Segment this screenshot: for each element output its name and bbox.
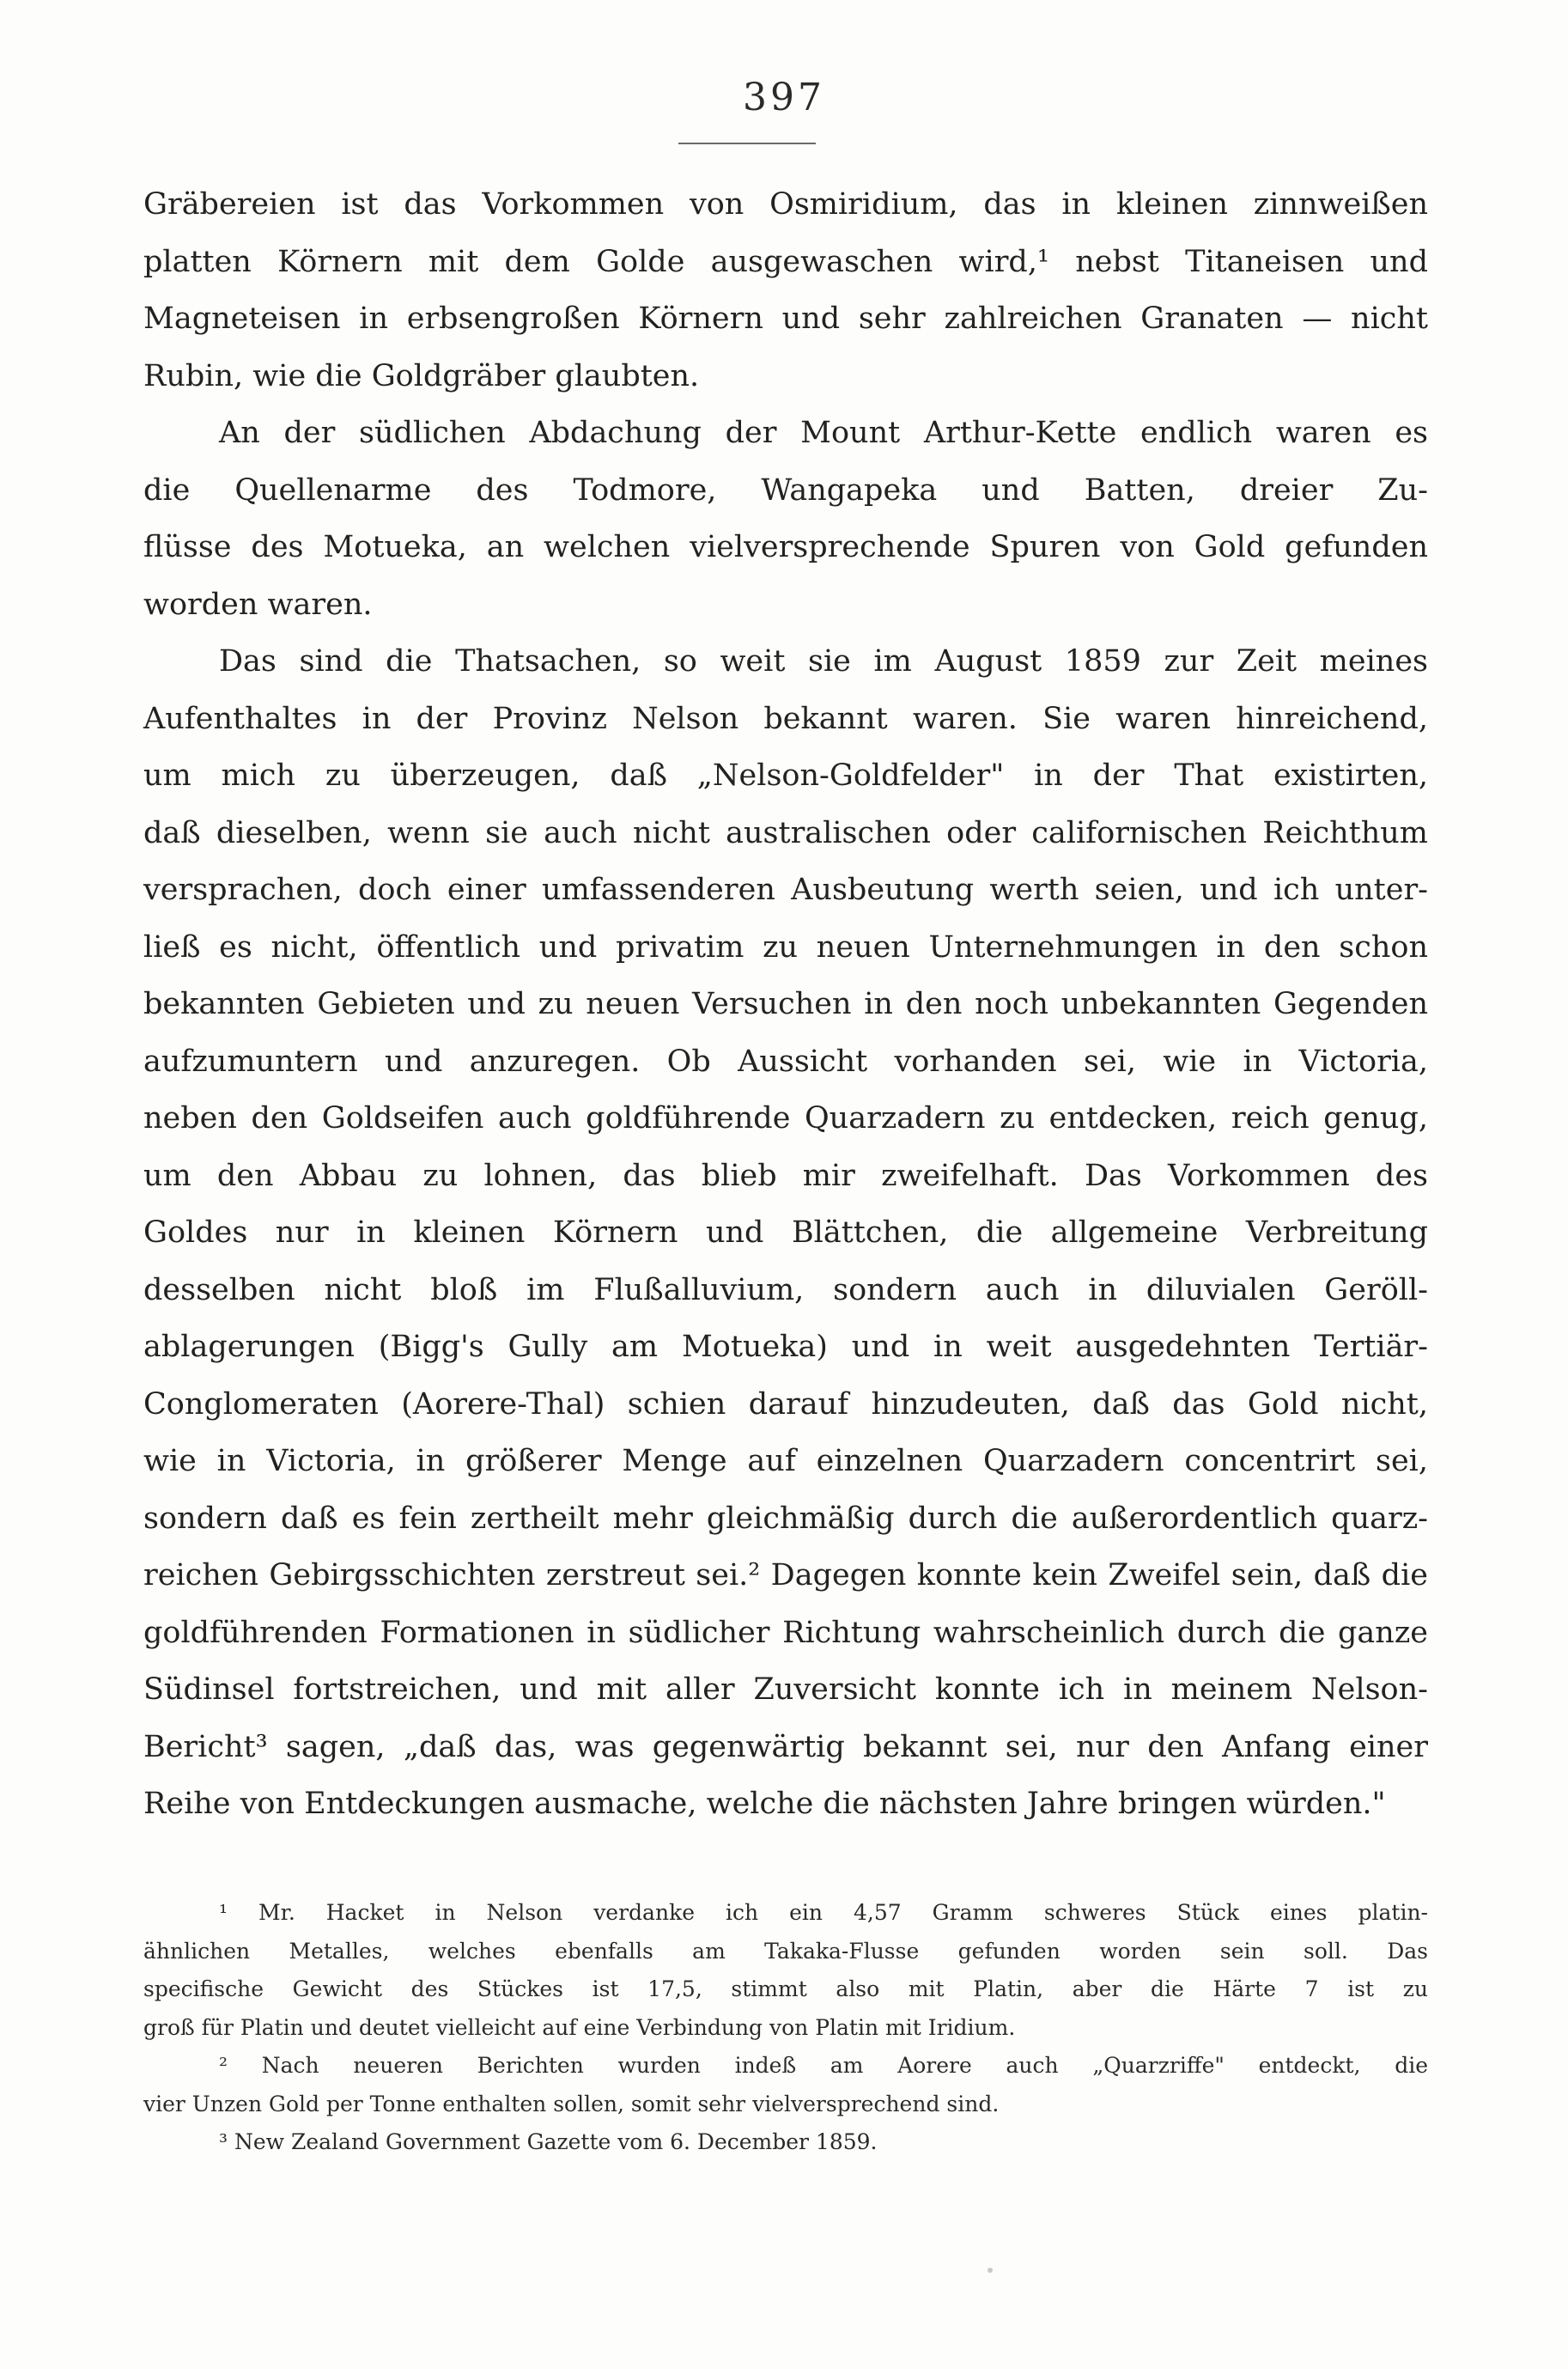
text-line: um den Abbau zu lohnen, das blieb mir zweifelhaft. Das Vorkommen des: [143, 1158, 1428, 1193]
text-line: Goldes nur in kleinen Körnern und Blättchen, die allgemeine Verbreitung: [143, 1215, 1428, 1250]
page-number: 397: [743, 76, 825, 119]
footnote-line: ³ New Zealand Government Gazette vom 6. December 1859.: [219, 2129, 878, 2154]
header-rule: [678, 143, 816, 144]
text-line: Aufenthaltes in der Provinz Nelson bekannt waren. Sie waren hinreichend,: [143, 701, 1428, 736]
text-line: Bericht³ sagen, „daß das, was gegenwärtig bekannt sei, nur den Anfang einer: [143, 1729, 1428, 1764]
footnote-line: groß für Platin und deutet vielleicht auf eine Verbindung von Platin mit Iridium.: [143, 2014, 1016, 2040]
text-line: An der südlichen Abdachung der Mount Arthur-Kette endlich waren es: [219, 416, 1428, 450]
text-line: Südinsel fortstreichen, und mit aller Zuversicht konnte ich in meinem Nelson-: [143, 1672, 1428, 1707]
body-text: [143, 176, 1428, 1833]
text-line: aufzumuntern und anzuregen. Ob Aussicht vorhanden sei, wie in Victoria,: [143, 1044, 1428, 1079]
text-line: Das sind die Thatsachen, so weit sie im August 1859 zur Zeit meines: [219, 644, 1428, 679]
text-line: reichen Gebirgsschichten zerstreut sei.² Dagegen konnte kein Zweifel sein, daß die: [143, 1558, 1428, 1593]
paper-speck: [988, 2268, 993, 2273]
text-line: ließ es nicht, öffentlich und privatim zu neuen Unternehmungen in den schon: [143, 929, 1428, 965]
text-line: flüsse des Motueka, an welchen vielversprechende Spuren von Gold gefunden: [143, 530, 1428, 564]
text-line: neben den Goldseifen auch goldführende Quarzadern zu entdecken, reich genug,: [143, 1101, 1428, 1136]
footnotes: [143, 1894, 1428, 2162]
footnote-line: ähnlichen Metalles, welches ebenfalls am Takaka-Flusse gefunden worden sein soll. Das: [143, 1938, 1428, 1964]
text-line: sondern daß es fein zertheilt mehr gleichmäßig durch die außerordentlich quarz-: [143, 1501, 1428, 1536]
text-line: ablagerungen (Bigg's Gully am Motueka) und in weit ausgedehnten Tertiär-: [143, 1330, 1428, 1364]
text-line: Conglomeraten (Aorere-Thal) schien darauf hinzudeuten, daß das Gold nicht,: [143, 1386, 1428, 1422]
text-line: daß dieselben, wenn sie auch nicht australischen oder californischen Reichthum: [143, 815, 1428, 850]
text-line: platten Körnern mit dem Golde ausgewaschen wird,¹ nebst Titaneisen und: [143, 244, 1428, 279]
text-line: worden waren.: [143, 587, 373, 622]
text-line: desselben nicht bloß im Flußalluvium, sondern auch in diluvialen Geröll-: [143, 1272, 1428, 1307]
footnote-line: vier Unzen Gold per Tonne enthalten sollen, somit sehr vielversprechend sind.: [143, 2091, 1000, 2116]
text-line: versprachen, doch einer umfassenderen Ausbeutung werth seien, und ich unter-: [143, 873, 1428, 907]
text-line: goldführenden Formationen in südlicher Richtung wahrscheinlich durch die ganze: [143, 1615, 1428, 1650]
footnote-line: ¹ Mr. Hacket in Nelson verdanke ich ein 4,57 Gramm schweres Stück eines platin-: [219, 1900, 1428, 1925]
footnote-line: specifische Gewicht des Stückes ist 17,5, stimmt also mit Platin, aber die Härte 7 ist zu: [143, 1976, 1428, 2001]
text-line: bekannten Gebieten und zu neuen Versuchen in den noch unbekannten Gegenden: [143, 987, 1428, 1021]
text-line: wie in Victoria, in größerer Menge auf einzelnen Quarzadern concentrirt sei,: [143, 1444, 1428, 1478]
text-line: Rubin, wie die Goldgräber glaubten.: [143, 358, 700, 393]
text-line: Magneteisen in erbsengroßen Körnern und sehr zahlreichen Granaten — nicht: [143, 301, 1428, 336]
text-line: um mich zu überzeugen, daß „Nelson-Goldfelder" in der That existirten,: [143, 758, 1428, 793]
text-line: die Quellenarme des Todmore, Wangapeka und Batten, dreier Zu-: [143, 472, 1428, 508]
footnote-line: ² Nach neueren Berichten wurden indeß am Aorere auch „Quarzriffe" entdeckt, die: [219, 2053, 1428, 2078]
text-line: Gräbereien ist das Vorkommen von Osmiridium, das in kleinen zinnweißen: [143, 187, 1428, 222]
text-line: Reihe von Entdeckungen ausmache, welche die nächsten Jahre bringen würden.": [143, 1787, 1386, 1821]
